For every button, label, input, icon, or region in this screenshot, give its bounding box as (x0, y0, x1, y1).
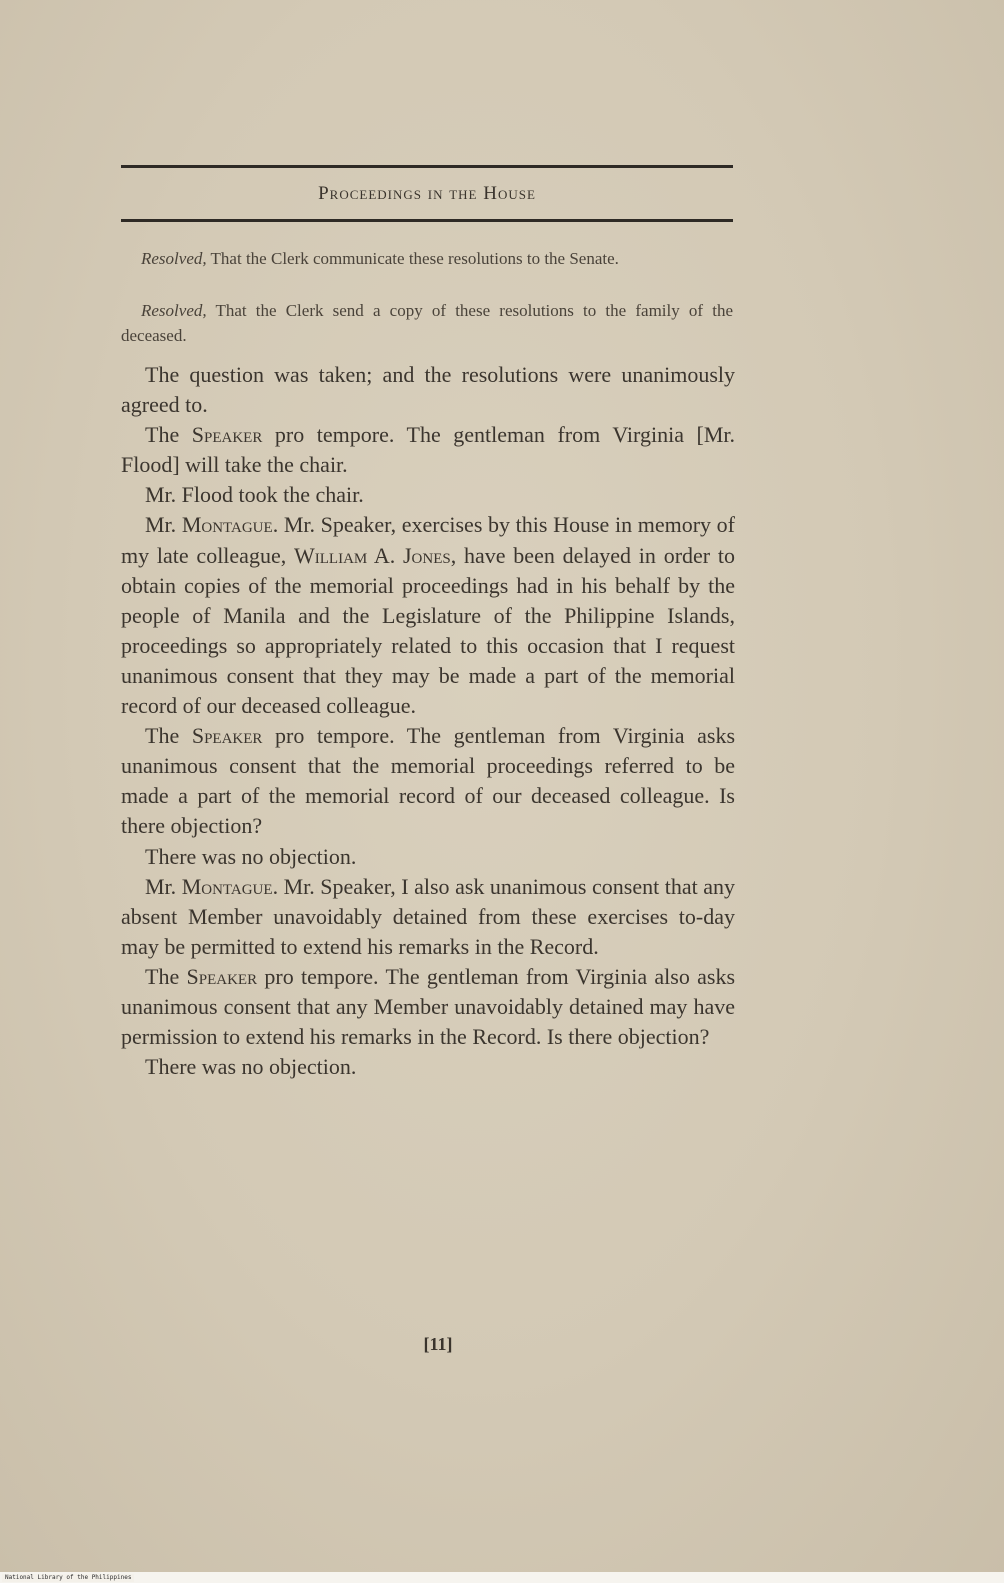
paragraph-5 (121, 721, 735, 841)
page-number: [11] (423, 1334, 453, 1354)
p5-text: pro tempore. The gentleman from Virginia asks unanimous consent that the memorial proceedings referred to be made a part of the memorial record of our deceased colleague. Is there objection? (121, 723, 736, 839)
paragraph-1: The question was taken; and the resolutions were unanimously agreed to. (121, 362, 735, 418)
resolution-1 (121, 246, 733, 271)
p8-text: pro tempore. The gentleman from Virginia also asks unanimous consent that any Member unavoidably detained may have permission to extend his remarks in the Record. Is there objection? (121, 963, 736, 1050)
paragraph-8 (121, 962, 735, 1052)
paragraph-2 (121, 420, 735, 480)
p7-text: . Mr. Speaker, I also ask unanimous consent that any absent Member unavoidably detained from these exercises to-day may be permitted to extend his remarks in the Record. (121, 873, 735, 959)
speaker-name-2: Speaker (191, 723, 263, 749)
resolution-2-text: That the Clerk send a copy of these resolutions to the family of the deceased. (121, 301, 733, 345)
paragraph-3: Mr. Flood took the chair. (145, 482, 364, 508)
jones-name: William A. Jones (294, 542, 451, 568)
body-text (121, 360, 735, 1082)
resolution-1-text: That the Clerk communicate these resolutions to the Senate. (206, 249, 619, 268)
paragraph-6: There was no objection. (145, 843, 357, 869)
running-header: Proceedings in the House (318, 183, 536, 204)
library-note: National Library of the Philippines (2, 1574, 134, 1582)
bottom-strip (0, 1572, 1004, 1583)
p4-b: , have been delayed in order to obtain copies of the memorial proceedings had in his behalf by the people of Manila and the Legislature of the Philippine Islands, proceedings so appropriately related to this occasion that I request unanimous consent that they may be made a part of the memorial record of our deceased colleague. (121, 542, 736, 719)
p2-text: pro tempore. The gentleman from Virginia [Mr. Flood] will take the chair. (121, 422, 736, 478)
rule-top (121, 165, 733, 168)
resolution-2-lead: Resolved, (141, 301, 207, 320)
resolution-2 (121, 298, 733, 348)
p2-pre: The (145, 422, 192, 448)
p5-pre: The (145, 723, 192, 749)
paragraph-4 (121, 510, 735, 721)
p4-a: . Mr. Speaker, exercises by this House in memory of my late colleague, (121, 512, 735, 568)
montague-name-2: Montague (181, 873, 273, 899)
p7-pre: Mr. (145, 873, 182, 899)
resolution-1-lead: Resolved, (141, 249, 207, 268)
rule-bottom (121, 219, 733, 222)
p4-pre: Mr. (145, 512, 182, 538)
paragraph-7 (121, 872, 735, 962)
p8-pre: The (145, 963, 187, 989)
montague-name: Montague (181, 512, 273, 538)
paragraph-9: There was no objection. (145, 1054, 357, 1080)
speaker-name-3: Speaker (186, 963, 258, 989)
speaker-name: Speaker (191, 422, 263, 448)
